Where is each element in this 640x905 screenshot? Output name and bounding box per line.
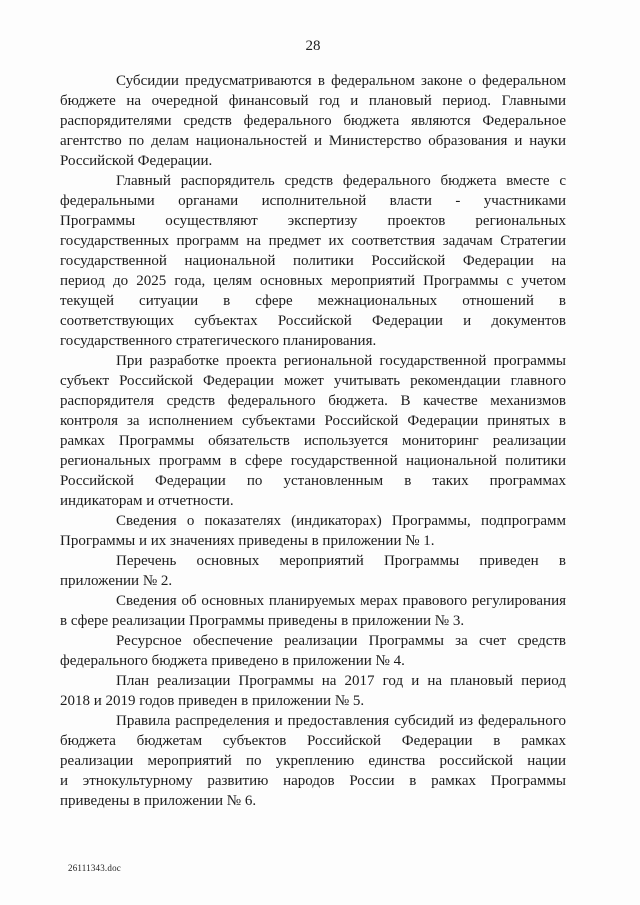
text-line: План реализации Программы на 2017 год и на плановый период: [116, 673, 566, 689]
text-line: реализации мероприятий по укреплению единства российской нации: [60, 753, 566, 769]
text-line: федеральными органами исполнительной власти - участниками: [60, 193, 566, 209]
text-line: Программы осуществляют экспертизу проектов региональных: [60, 213, 566, 229]
text-line: Главный распорядитель средств федерального бюджета вместе с: [116, 173, 566, 189]
text-line: государственного стратегического планирования.: [60, 333, 377, 349]
paragraph: [60, 631, 566, 671]
paragraph: [60, 551, 566, 591]
text-line: соответствующих субъектах Российской Федерации и документов: [60, 313, 566, 329]
text-line: Российской Федерации.: [60, 153, 213, 169]
text-line: Ресурсное обеспечение реализации Программы за счет средств: [116, 633, 566, 649]
paragraph: [60, 171, 566, 351]
text-line: в сфере реализации Программы приведены в приложении № 3.: [60, 613, 465, 629]
paragraph: [60, 71, 566, 171]
text-line: индикаторам и отчетности.: [60, 493, 234, 509]
text-line: государственных программ на предмет их соответствия задачам Стратегии: [60, 233, 566, 249]
text-line: бюджете на очередной финансовый год и плановый период. Главными: [60, 93, 566, 109]
footer-filename: 26111343.doc: [68, 863, 121, 873]
text-line: контроля за исполнением субъектами Российской Федерации принятых в: [60, 413, 566, 429]
text-line: агентство по делам национальностей и Министерство образования и науки: [60, 133, 566, 149]
text-line: Перечень основных мероприятий Программы приведен в: [116, 553, 566, 569]
text-line: Сведения о показателях (индикаторах) Программы, подпрограмм: [116, 513, 566, 529]
paragraph: [60, 591, 566, 631]
text-line: приложении № 2.: [60, 573, 173, 589]
document-body: [60, 71, 566, 811]
text-line: бюджета бюджетам субъектов Российской Федерации в рамках: [60, 733, 566, 749]
text-line: период до 2025 года, целям основных мероприятий Программы с учетом: [60, 273, 566, 289]
text-line: федерального бюджета приведено в приложении № 4.: [60, 653, 405, 669]
text-line: Российской Федерации по установленным в таких программах: [60, 473, 566, 489]
text-line: и этнокультурному развитию народов России в рамках Программы: [60, 773, 566, 789]
text-line: региональных программ в сфере государственной национальной политики: [60, 453, 566, 469]
paragraph: [60, 671, 566, 711]
text-line: распорядителями средств федерального бюджета являются Федеральное: [60, 113, 566, 129]
text-line: рамках Программы обязательств используется мониторинг реализации: [60, 433, 566, 449]
text-line: 2018 и 2019 годов приведен в приложении № 5.: [60, 693, 365, 709]
text-line: Субсидии предусматриваются в федеральном законе о федеральном: [116, 73, 566, 89]
text-line: приведены в приложении № 6.: [60, 793, 257, 809]
page-number: 28: [305, 38, 321, 54]
text-line: Сведения об основных планируемых мерах правового регулирования: [116, 593, 566, 609]
text-line: При разработке проекта региональной государственной программы: [116, 353, 566, 369]
text-line: субъект Российской Федерации может учитывать рекомендации главного: [60, 373, 566, 389]
text-line: распорядителя средств федерального бюджета. В качестве механизмов: [60, 393, 566, 409]
text-line: государственной национальной политики Российской Федерации на: [60, 253, 566, 269]
paragraph: [60, 511, 566, 551]
text-line: Правила распределения и предоставления субсидий из федерального: [116, 713, 566, 729]
text-line: Программы и их значениях приведены в приложении № 1.: [60, 533, 435, 549]
text-line: текущей ситуации в сфере межнациональных отношений в: [60, 293, 566, 309]
paragraph: [60, 711, 566, 811]
paragraph: [60, 351, 566, 511]
